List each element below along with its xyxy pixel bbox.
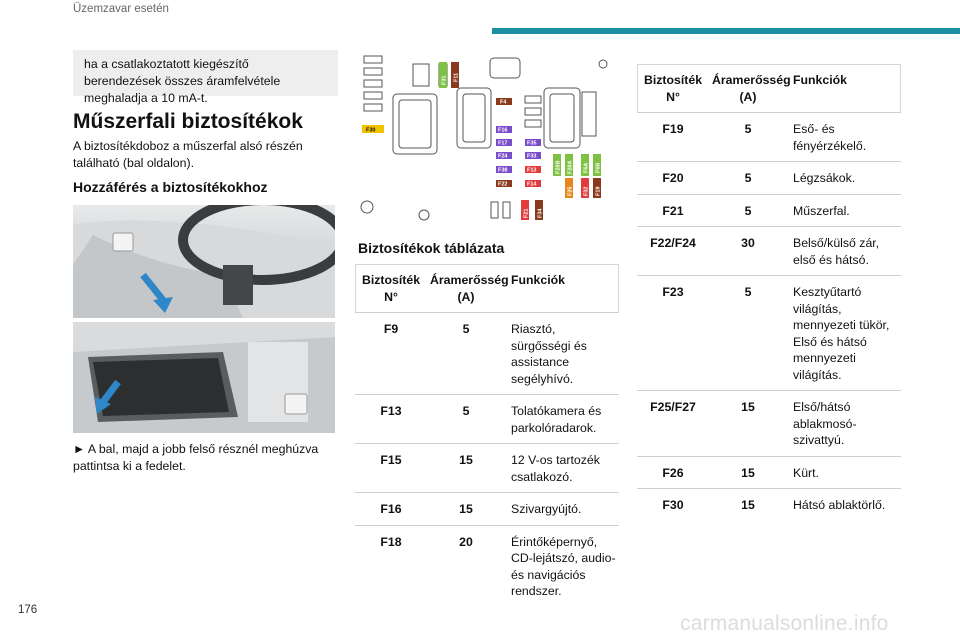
dashboard-photo-top: [73, 205, 335, 318]
table-row: [355, 444, 619, 493]
fuse-table-right: [637, 64, 901, 521]
table-row: [637, 456, 901, 489]
fuse-amperage: 5: [427, 313, 505, 395]
fuse-label-f6b: F6B: [595, 162, 602, 173]
watermark: carmanualsonline.info: [680, 612, 889, 635]
fuse-label-f28a: F28A: [567, 160, 574, 174]
fuse-function: Műszerfal.: [787, 194, 901, 227]
fuse-amperage: 5: [709, 162, 787, 195]
table-row: [637, 194, 901, 227]
fuse-label-f19: F19: [595, 186, 602, 196]
fuse-label-f14: F14: [527, 181, 537, 188]
fuse-function: Kesztyűtartó világítás, mennyezeti tükör, Első és hátsó mennyezeti világítás.: [787, 276, 901, 391]
fuse-number: F25/F27: [637, 391, 709, 457]
table-row: [355, 313, 619, 395]
intro-paragraph: A biztosítékdoboz a műszerfal alsó részén található (bal oldalon).: [73, 139, 303, 170]
fuse-amperage: 5: [709, 194, 787, 227]
table-row: [637, 276, 901, 391]
fuse-label-f17: F17: [498, 140, 508, 147]
fuse-amperage: 15: [709, 489, 787, 521]
fuse-function: Riasztó, sürgősségi és assistance segélyhívó.: [505, 313, 619, 395]
table-row: [637, 227, 901, 276]
fuse-number: F19: [637, 113, 709, 162]
fuse-number: F9: [355, 313, 427, 395]
dashboard-photo-bottom: [73, 322, 335, 433]
page-number: 176: [18, 604, 38, 616]
fuse-label-f13: F13: [527, 167, 537, 174]
fuse-amperage: 5: [709, 113, 787, 162]
fuse-number: F30: [637, 489, 709, 521]
fuse-label-f32: F32: [583, 186, 590, 196]
fuse-number: F22/F24: [637, 227, 709, 276]
fuse-amperage: 15: [709, 391, 787, 457]
fuse-function: 12 V-os tartozék csatlakozó.: [505, 444, 619, 493]
fuse-label-f11: F11: [453, 72, 460, 82]
note-box: ha a csatlakoztatott kiegészítő berendezések összes áramfelvétele meghaladja a 10 mA-t.: [73, 50, 338, 96]
table-row: [355, 493, 619, 526]
fuse-function: Tolatókamera és parkolóradarok.: [505, 395, 619, 444]
table-row: [355, 525, 619, 607]
table-row: [637, 162, 901, 195]
fuse-label-f24: F24: [498, 153, 508, 160]
fuse-label-f16: F16: [498, 127, 508, 134]
fuse-function: Eső- és fényérzékelő.: [787, 113, 901, 162]
fuse-number: F23: [637, 276, 709, 391]
fuse-amperage: 20: [427, 525, 505, 607]
fuse-number: F20: [637, 162, 709, 195]
fuse-label-f28b: F28B: [555, 160, 562, 174]
fuse-number: F21: [637, 194, 709, 227]
fuse-label-f25: F25: [567, 186, 574, 196]
fuse-label-f6a: F6A: [583, 162, 590, 173]
fuse-function: Érintőképernyő, CD-lejátszó, audio- és navigációs rendszer.: [505, 525, 619, 607]
col-header-amperage: Áramerősség (A): [712, 73, 791, 104]
table-row: [355, 395, 619, 444]
chapter-title: Üzemzavar esetén: [73, 3, 169, 15]
fuse-number: F13: [355, 395, 427, 444]
fuse-label-f21: F21: [523, 208, 530, 218]
fuse-amperage: 5: [427, 395, 505, 444]
fuse-amperage: 30: [709, 227, 787, 276]
fuse-table-left: [355, 264, 619, 607]
fuse-amperage: 15: [427, 493, 505, 526]
fuse-label-f35: F35: [527, 140, 537, 147]
step-instruction: ► A bal, majd a jobb felső résznél meghúzva pattintsa ki a fedelet.: [73, 442, 319, 473]
col-header-functions: Funkciók: [793, 73, 847, 87]
fuse-number: F26: [637, 456, 709, 489]
fuse-label-f4: F4: [500, 99, 507, 106]
fuse-function: Kürt.: [787, 456, 901, 489]
table-row: [637, 489, 901, 521]
section-title: Műszerfali biztosítékok: [73, 110, 303, 133]
col-header-fuse-no: Biztosíték N°: [643, 73, 703, 104]
fuse-function: Légzsákok.: [787, 162, 901, 195]
fuse-function: Szivargyújtó.: [505, 493, 619, 526]
fuse-label-f22: F22: [498, 181, 508, 188]
header-accent-bar: [492, 28, 960, 34]
fuse-label-f33: F33: [527, 153, 537, 160]
fuse-amperage: 15: [709, 456, 787, 489]
col-header-functions: Funkciók: [511, 273, 565, 287]
col-header-amperage: Áramerősség (A): [430, 273, 509, 304]
fuse-amperage: 5: [709, 276, 787, 391]
fuse-number: F15: [355, 444, 427, 493]
access-subtitle: Hozzáférés a biztosítékokhoz: [73, 179, 268, 195]
fuse-label-f31: F31: [441, 75, 448, 85]
col-header-fuse-no: Biztosíték N°: [361, 273, 421, 304]
fuse-number: F16: [355, 493, 427, 526]
fuse-function: Első/hátsó ablakmosó-szivattyú.: [787, 391, 901, 457]
fuse-label-f30: F30: [366, 127, 376, 134]
fuse-amperage: 15: [427, 444, 505, 493]
fuse-function: Belső/külső zár, első és hátsó.: [787, 227, 901, 276]
fuse-label-f38: F38: [498, 167, 508, 174]
fuse-function: Hátsó ablaktörlő.: [787, 489, 901, 521]
fuse-number: F18: [355, 525, 427, 607]
fuse-label-f34: F34: [537, 208, 544, 218]
table-row: [637, 391, 901, 457]
table-row: [637, 113, 901, 162]
fuse-table-title: Biztosítékok táblázata: [358, 240, 505, 256]
fuse-box-diagram: [355, 52, 615, 224]
